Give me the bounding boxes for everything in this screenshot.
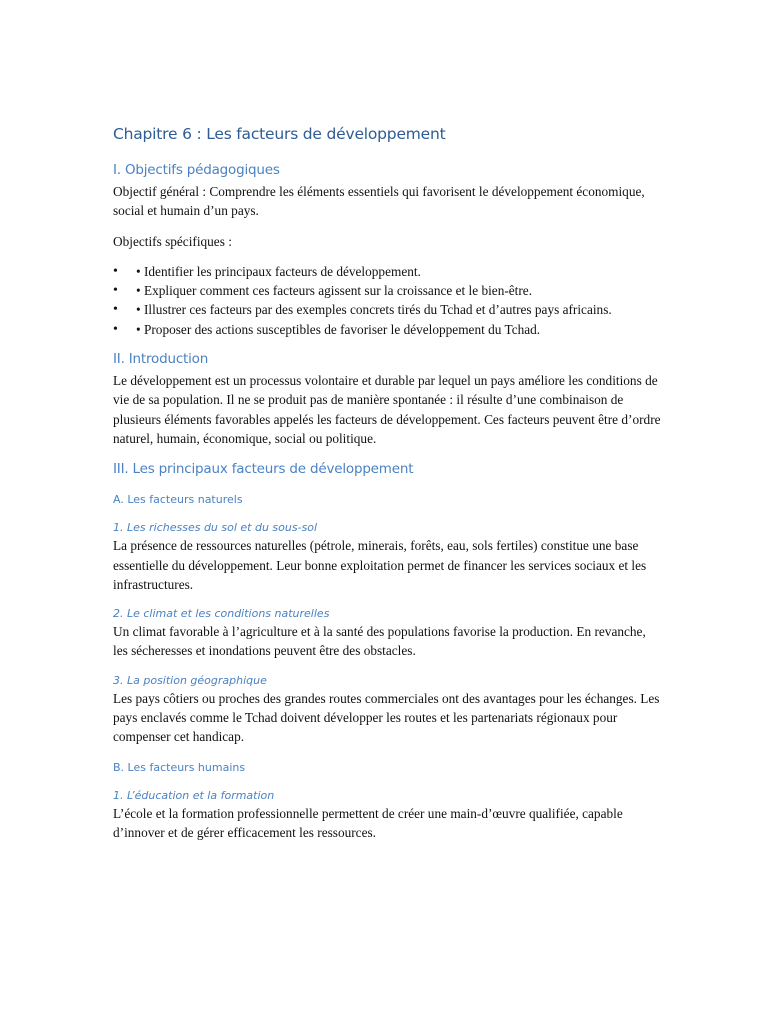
list-item-text: • Proposer des actions susceptibles de favoriser le développement du Tchad. [136,321,541,337]
item-heading-education: 1. L’éducation et la formation [113,788,275,802]
chapter-title: Chapitre 6 : Les facteurs de développement [113,125,446,143]
item-heading-geography: 3. La position géographique [113,673,267,687]
bullet-icon: • [113,283,118,299]
item-heading-climate: 2. Le climat et les conditions naturelles [113,607,330,621]
list-item [113,262,661,281]
section-heading-introduction: II. Introduction [113,351,209,368]
item-text-resources: La présence de ressources naturelles (pétrole, minerais, forêts, eau, sols fertiles) constitue une base essentielle du développement. Leur bonne exploitation permet de financer les services sociaux et les infrastructures. [113,538,647,592]
specific-objectives-label: Objectifs spécifiques : [113,233,232,249]
bullet-icon: • [113,263,118,279]
subsection-heading-natural: A. Les facteurs naturels [113,493,243,507]
section-heading-objectives: I. Objectifs pédagogiques [113,162,280,178]
document-body [113,122,661,853]
list-item-text: • Identifier les principaux facteurs de développement. [136,263,421,279]
list-item [113,281,661,300]
introduction-text: Le développement est un processus volontaire et durable par lequel un pays améliore les conditions de vie de sa population. Il ne se produit pas de manière spontanée : il résulte d’une combinaison de plusieurs éléments favorables appelés les facteurs de développement. Ces facteurs peuvent être d’ordre naturel, humain, économique, social ou politique. [113,373,661,446]
list-item-text: • Expliquer comment ces facteurs agissent sur la croissance et le bien-être. [136,283,533,299]
subsection-heading-human: B. Les facteurs humains [113,760,246,774]
list-item-text: • Illustrer ces facteurs par des exemples concrets tirés du Tchad et d’autres pays africains. [136,302,612,318]
item-text-education: L’école et la formation professionnelle permettent de créer une main-d’œuvre qualifiée, capable d’innover et de gérer efficacement les ressources. [113,805,623,840]
list-item [113,320,661,339]
item-heading-resources: 1. Les richesses du sol et du sous-sol [113,521,318,535]
item-text-geography: Les pays côtiers ou proches des grandes routes commerciales ont des avantages pour les échanges. Les pays enclavés comme le Tchad doivent développer les routes et les partenariats régionaux pour compenser cet handicap. [113,690,660,745]
section-heading-factors: III. Les principaux facteurs de développement [113,461,414,478]
bullet-icon: • [113,321,118,337]
general-objective-text: Objectif général : Comprendre les éléments essentiels qui favorisent le développement économique, social et humain d’un pays. [113,184,645,219]
bullet-icon: • [113,302,118,318]
item-text-climate: Un climat favorable à l’agriculture et à la santé des populations favorise la production. En revanche, les sécheresses et inondations peuvent être des obstacles. [113,624,646,659]
objectives-list [113,262,661,339]
list-item [113,300,661,319]
